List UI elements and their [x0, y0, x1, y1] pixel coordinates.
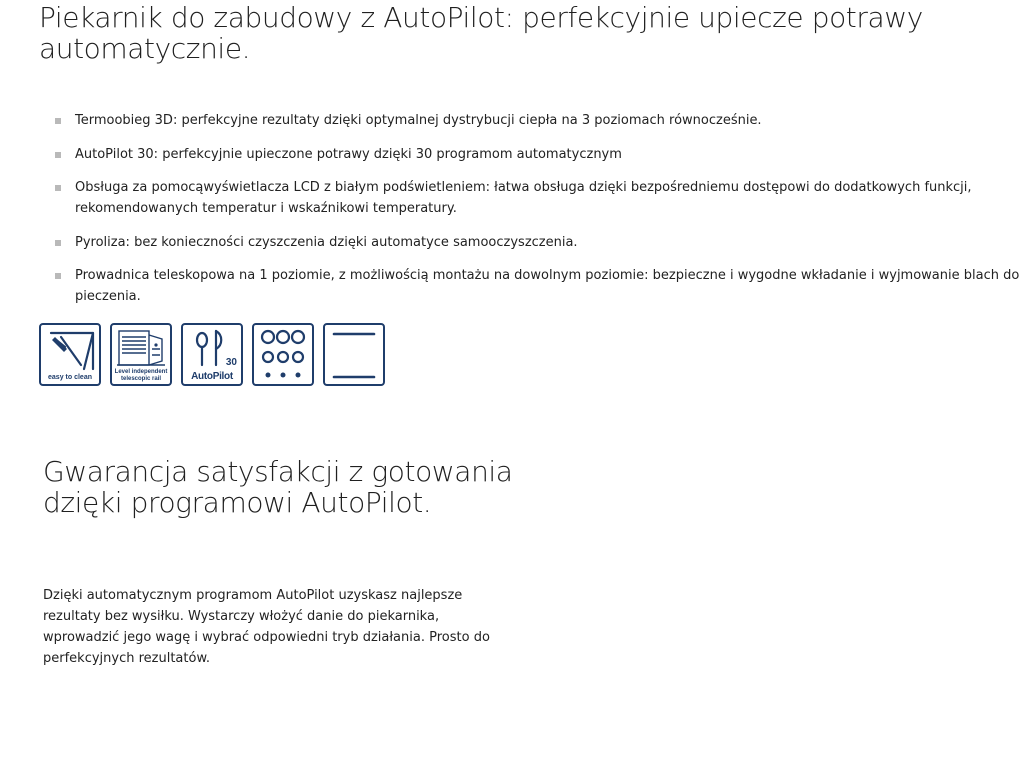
- feature-text: Pyroliza: bez konieczności czyszczenia dzięki automatyce samooczyszczenia.: [75, 234, 578, 250]
- square-bullet-icon: [55, 152, 61, 158]
- feature-text: Termoobieg 3D: perfekcyjne rezultaty dzięki optymalnej dystrybucji ciepła na 3 poziomach równocześnie.: [75, 113, 762, 128]
- square-bullet-icon: [55, 240, 61, 246]
- list-item: [55, 265, 1020, 307]
- list-item: [55, 177, 1020, 219]
- section-title: Gwarancja satysfakcji z gotowania dzięki programowi AutoPilot.: [43, 455, 513, 519]
- feature-text: AutoPilot 30: perfekcyjnie upieczone potrawy dzięki 30 programom automatycznym: [75, 146, 622, 162]
- oven-door-icon: [325, 325, 383, 384]
- list-item: [55, 232, 1020, 253]
- feature-text: Prowadnica teleskopowa na 1 poziomie, z możliwością montażu na dowolnym poziomie: bezpieczne i wygodne wkładanie i wyjmowanie blach do pieczenia.: [75, 268, 1020, 304]
- list-item: [55, 144, 1020, 165]
- list-item: [55, 110, 1020, 131]
- badge-caption: [112, 369, 170, 382]
- badge-caption-line: Level independent: [114, 369, 168, 375]
- feature-text: Obsługa za pomocąwyświetlacza LCD z białym podświetleniem: łatwa obsługa dzięki bezpośredniemu dostępowi do dodatkowych funkcji, rekomendowanych temperatur i wskaźnikowi temperatury.: [75, 180, 972, 216]
- square-bullet-icon: [55, 118, 61, 124]
- feature-list: [55, 110, 1020, 320]
- oven-door-badge: [323, 323, 385, 386]
- section-description: Dzięki automatycznym programom AutoPilot uzyskasz najlepsze rezultaty bez wysiłku. Wystarczy włożyć danie do piekarnika, wprowadzić jego wagę i wybrać odpowiedni tryb działania. Prosto do perfekcyjnych rezultatów.: [43, 588, 490, 666]
- hob-zones-icon: [254, 325, 312, 384]
- feature-badges: [39, 323, 385, 386]
- autopilot-30-badge: [181, 323, 243, 386]
- square-bullet-icon: [55, 185, 61, 191]
- square-bullet-icon: [55, 273, 61, 279]
- page-title: Piekarnik do zabudowy z AutoPilot: perfekcyjnie upiecze potrawy automatycznie.: [39, 1, 923, 65]
- badge-caption-line: telescopic rail: [120, 375, 162, 382]
- hob-zones-badge: [252, 323, 314, 386]
- telescopic-rail-badge: [110, 323, 172, 386]
- badge-caption: AutoPilot: [191, 371, 233, 382]
- easy-to-clean-badge: [39, 323, 101, 386]
- autopilot-number: 30: [225, 357, 237, 368]
- badge-caption: easy to clean: [48, 374, 92, 381]
